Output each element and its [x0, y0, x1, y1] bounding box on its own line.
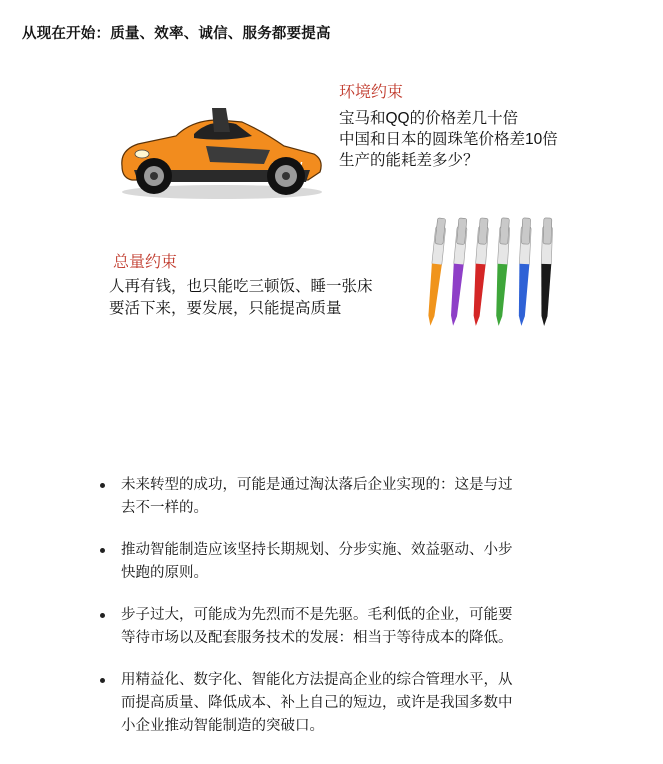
pen-icon — [494, 218, 511, 326]
bullet-dot-icon — [100, 613, 105, 618]
bullet-line: 快跑的原则。 — [121, 565, 208, 581]
bullet-line: 小企业推动智能制造的突破口。 — [121, 718, 324, 734]
sports-car-image — [114, 98, 326, 202]
bullet-list — [97, 474, 597, 757]
page-heading: 从现在开始：质量、效率、诚信、服务都要提高 — [22, 26, 331, 42]
bullet-item — [97, 539, 597, 585]
pen-icon — [425, 218, 446, 326]
bullet-line: 用精益化、数字化、智能化方法提高企业的综合管理水平，从 — [121, 672, 513, 688]
pen-icon — [539, 218, 553, 326]
total-line: 人再有钱，也只能吃三顿饭、睡一张床 — [109, 278, 373, 295]
environment-line: 宝马和QQ的价格差几十倍 — [339, 110, 519, 127]
bullet-item — [97, 474, 597, 520]
bullet-line: 等待市场以及配套服务技术的发展：相当于等待成本的降低。 — [121, 630, 513, 646]
pen-icon — [516, 218, 531, 326]
total-constraint-title: 总量约束 — [113, 252, 178, 271]
pen-icon — [471, 218, 489, 326]
pen-icon — [448, 218, 468, 326]
environment-line: 中国和日本的圆珠笔价格差10倍 — [339, 131, 558, 148]
bullet-item — [97, 604, 597, 650]
pens-image — [424, 212, 574, 332]
bullet-line: 而提高质量、降低成本、补上自己的短边，或许是我国多数中 — [121, 695, 513, 711]
environment-constraint-text — [339, 108, 558, 171]
total-constraint-text — [109, 276, 373, 320]
bullet-dot-icon — [100, 483, 105, 488]
bullet-line: 推动智能制造应该坚持长期规划、分步实施、效益驱动、小步 — [121, 542, 513, 558]
bullet-dot-icon — [100, 678, 105, 683]
bullet-item — [97, 669, 597, 738]
environment-constraint-title: 环境约束 — [339, 82, 404, 101]
bullet-line: 未来转型的成功，可能是通过淘汰落后企业实现的：这是与过 — [121, 477, 513, 493]
environment-line: 生产的能耗差多少？ — [339, 152, 479, 169]
bullet-line: 步子过大，可能成为先烈而不是先驱。毛利低的企业，可能要 — [121, 607, 513, 623]
bullet-dot-icon — [100, 548, 105, 553]
bullet-line: 去不一样的。 — [121, 500, 208, 516]
total-line: 要活下来，要发展，只能提高质量 — [109, 300, 342, 317]
